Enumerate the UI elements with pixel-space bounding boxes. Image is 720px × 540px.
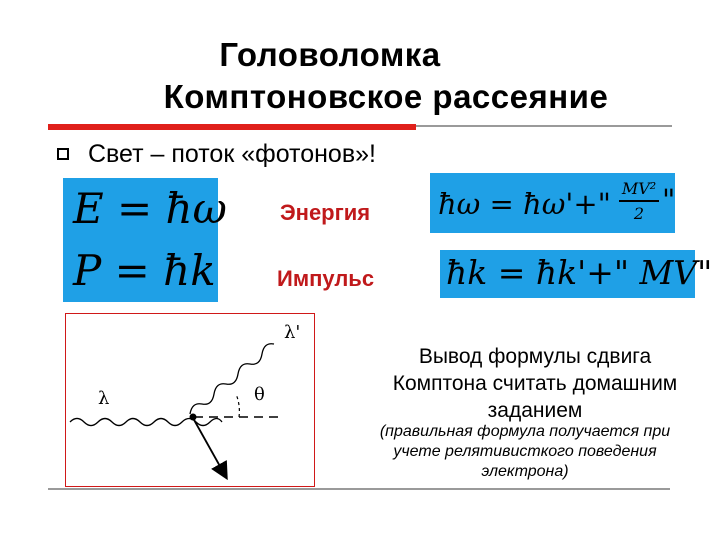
bottom-rule <box>48 488 670 490</box>
momentum-balance-formula <box>440 250 713 298</box>
compton-scattering-diagram <box>65 313 315 487</box>
relativistic-remark: (правильная формула получается при учете релятивисткого поведения электрона) <box>379 423 671 480</box>
bullet-text: Свет – поток «фотонов»! <box>88 140 376 168</box>
energy-balance-fraction <box>619 179 659 223</box>
energy-balance-main: ħω = ħω'+" <box>438 187 611 221</box>
fraction-denominator: 2 <box>633 203 645 223</box>
title-underline-red <box>48 124 416 130</box>
photon-energy-formula: E = ħω <box>73 184 227 233</box>
electron-recoil-arrow <box>193 418 226 477</box>
fraction-bar <box>619 200 659 202</box>
angle-arc <box>236 394 239 417</box>
momentum-label: Импульс <box>277 266 375 291</box>
momentum-balance-text: ħk = ħk'+" MV" <box>446 253 713 292</box>
energy-balance-close-quote: " <box>662 183 676 217</box>
energy-label: Энергия <box>280 200 371 225</box>
page-title-line1: Головоломка <box>219 36 441 73</box>
electron-dot <box>190 414 197 421</box>
incident-photon-wave <box>70 419 222 426</box>
incident-wavelength-label: λ <box>98 388 110 409</box>
bullet-square-icon <box>57 148 69 160</box>
page-title-line2: Комптоновское рассеяние <box>163 78 609 115</box>
photon-formulas-box <box>63 178 227 302</box>
energy-balance-formula <box>430 173 675 233</box>
scattered-wavelength-label: λ' <box>284 322 301 343</box>
title-underline-grey <box>416 125 672 127</box>
fraction-numerator: MV² <box>621 179 657 198</box>
scattering-angle-label: θ <box>254 384 265 405</box>
homework-note: Вывод формулы сдвига Комптона считать домашним заданием <box>392 345 678 422</box>
scattering-svg <box>66 314 313 485</box>
photon-momentum-formula: P = ħk <box>73 246 216 295</box>
